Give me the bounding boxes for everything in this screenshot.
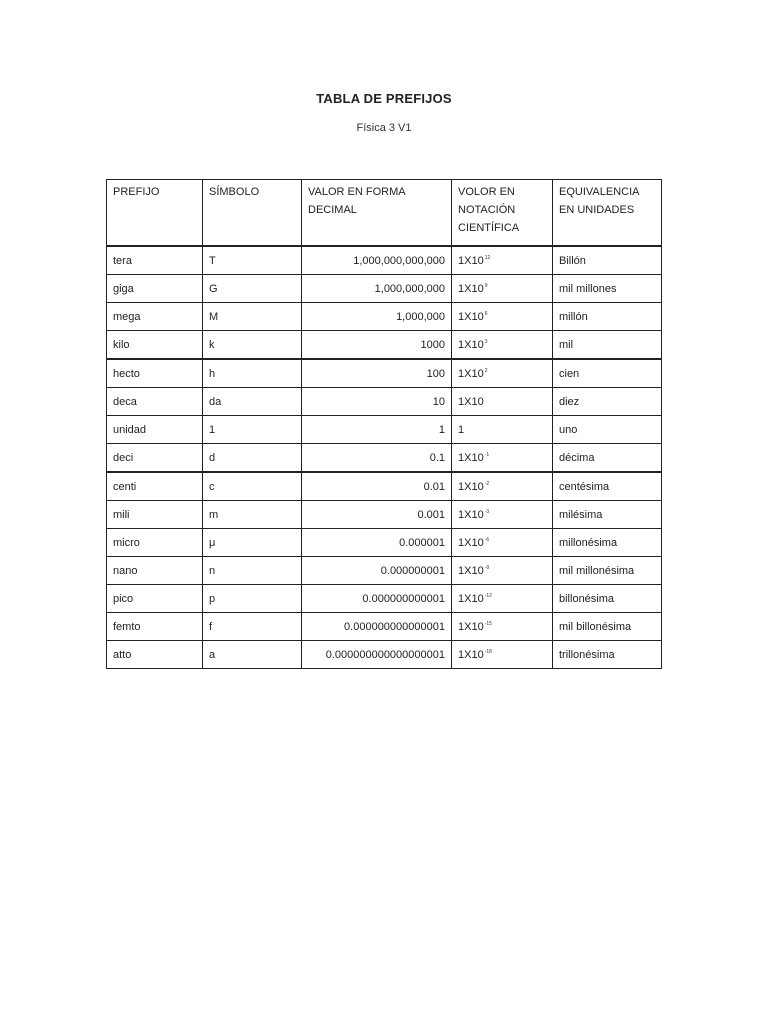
decimal-value-cell: 10 — [302, 388, 452, 416]
decimal-value-cell: 0.000000000001 — [302, 585, 452, 613]
prefix-cell: pico — [107, 585, 203, 613]
equivalence-cell: décima — [553, 444, 662, 473]
scientific-notation-cell — [452, 246, 553, 275]
prefix-cell: nano — [107, 557, 203, 585]
equivalence-cell: Billón — [553, 246, 662, 275]
scientific-notation-cell — [452, 557, 553, 585]
decimal-value-cell: 1,000,000 — [302, 303, 452, 331]
prefix-cell: centi — [107, 472, 203, 501]
equivalence-cell: billonésima — [553, 585, 662, 613]
symbol-cell: d — [203, 444, 302, 473]
decimal-value-cell: 0.001 — [302, 501, 452, 529]
scientific-exponent: -18 — [484, 648, 492, 655]
equivalence-cell: trillonésima — [553, 641, 662, 669]
scientific-base: 1X10 — [458, 480, 484, 493]
equivalence-cell: centésima — [553, 472, 662, 501]
prefix-cell: giga — [107, 275, 203, 303]
equivalence-cell: milésima — [553, 501, 662, 529]
scientific-notation-cell — [452, 585, 553, 613]
scientific-exponent: -1 — [484, 451, 490, 458]
prefix-cell: micro — [107, 529, 203, 557]
table-row — [107, 641, 662, 669]
document-title: TABLA DE PREFIJOS — [316, 91, 452, 106]
scientific-base: 1X10 — [458, 310, 484, 323]
table-row — [107, 472, 662, 501]
table-row — [107, 529, 662, 557]
scientific-notation-cell — [452, 303, 553, 331]
equivalence-cell: mil millones — [553, 275, 662, 303]
scientific-notation-cell — [452, 641, 553, 669]
symbol-cell: p — [203, 585, 302, 613]
scientific-notation-cell — [452, 613, 553, 641]
scientific-notation-cell — [452, 331, 553, 360]
symbol-cell: k — [203, 331, 302, 360]
scientific-notation-cell — [452, 388, 553, 416]
symbol-cell: h — [203, 359, 302, 388]
equivalence-cell: mil — [553, 331, 662, 360]
symbol-cell: n — [203, 557, 302, 585]
scientific-base: 1X10 — [458, 564, 484, 577]
scientific-exponent: -2 — [484, 480, 490, 487]
table-row — [107, 585, 662, 613]
scientific-notation-cell — [452, 529, 553, 557]
prefix-cell: deci — [107, 444, 203, 473]
equivalence-cell: mil millonésima — [553, 557, 662, 585]
symbol-cell: μ — [203, 529, 302, 557]
prefix-cell: unidad — [107, 416, 203, 444]
scientific-base: 1X10 — [458, 451, 484, 464]
equivalence-cell: millón — [553, 303, 662, 331]
equivalence-cell: diez — [553, 388, 662, 416]
table-row — [107, 275, 662, 303]
scientific-base: 1X10 — [458, 620, 484, 633]
table-row — [107, 331, 662, 360]
symbol-cell: m — [203, 501, 302, 529]
document-subtitle: Física 3 V1 — [356, 122, 412, 134]
equivalence-cell: uno — [553, 416, 662, 444]
scientific-notation-cell — [452, 275, 553, 303]
equivalence-cell: millonésima — [553, 529, 662, 557]
symbol-cell: M — [203, 303, 302, 331]
prefix-cell: atto — [107, 641, 203, 669]
header-scientific-notation: VOLOR EN NOTACIÓN CIENTÍFICA — [452, 180, 553, 247]
scientific-exponent: 9 — [484, 282, 488, 289]
decimal-value-cell: 1,000,000,000,000 — [302, 246, 452, 275]
prefix-cell: hecto — [107, 359, 203, 388]
scientific-base: 1X10 — [458, 367, 484, 380]
scientific-notation-cell — [452, 472, 553, 501]
scientific-base: 1X10 — [458, 536, 484, 549]
table-row — [107, 303, 662, 331]
table-body — [107, 246, 662, 669]
symbol-cell: 1 — [203, 416, 302, 444]
decimal-value-cell: 0.000000001 — [302, 557, 452, 585]
prefix-table — [106, 179, 662, 669]
scientific-exponent: -12 — [484, 592, 492, 599]
decimal-value-cell: 0.000001 — [302, 529, 452, 557]
scientific-exponent: -3 — [484, 508, 490, 515]
scientific-notation-cell — [452, 416, 553, 444]
table-header-row — [107, 180, 662, 247]
header-prefix: PREFIJO — [107, 180, 203, 247]
scientific-exponent: 6 — [484, 310, 488, 317]
symbol-cell: G — [203, 275, 302, 303]
symbol-cell: a — [203, 641, 302, 669]
prefix-cell: tera — [107, 246, 203, 275]
table-row — [107, 359, 662, 388]
scientific-exponent: -15 — [484, 620, 492, 627]
scientific-exponent: -9 — [484, 564, 490, 571]
header-unit-equivalence: EQUIVALENCIA EN UNIDADES — [553, 180, 662, 247]
prefix-cell: deca — [107, 388, 203, 416]
header-decimal-value: VALOR EN FORMA DECIMAL — [302, 180, 452, 247]
scientific-notation-cell — [452, 359, 553, 388]
prefix-cell: mili — [107, 501, 203, 529]
symbol-cell: T — [203, 246, 302, 275]
scientific-exponent: 2 — [484, 367, 488, 374]
prefix-cell: femto — [107, 613, 203, 641]
decimal-value-cell: 1,000,000,000 — [302, 275, 452, 303]
equivalence-cell: mil billonésima — [553, 613, 662, 641]
decimal-value-cell: 1000 — [302, 331, 452, 360]
table-row — [107, 501, 662, 529]
scientific-base: 1X10 — [458, 254, 484, 267]
prefix-cell: mega — [107, 303, 203, 331]
table-row — [107, 613, 662, 641]
decimal-value-cell: 100 — [302, 359, 452, 388]
scientific-base: 1X10 — [458, 395, 484, 408]
decimal-value-cell: 1 — [302, 416, 452, 444]
decimal-value-cell: 0.000000000000001 — [302, 613, 452, 641]
scientific-base: 1 — [458, 423, 465, 436]
prefix-cell: kilo — [107, 331, 203, 360]
scientific-base: 1X10 — [458, 592, 484, 605]
table-row — [107, 388, 662, 416]
scientific-exponent: 3 — [484, 338, 488, 345]
decimal-value-cell: 0.1 — [302, 444, 452, 473]
scientific-notation-cell — [452, 444, 553, 473]
scientific-exponent: -6 — [484, 536, 490, 543]
scientific-base: 1X10 — [458, 282, 484, 295]
table-row — [107, 416, 662, 444]
header-symbol: SÍMBOLO — [203, 180, 302, 247]
equivalence-cell: cien — [553, 359, 662, 388]
decimal-value-cell: 0.01 — [302, 472, 452, 501]
scientific-exponent: 12 — [484, 254, 491, 261]
table-row — [107, 246, 662, 275]
symbol-cell: c — [203, 472, 302, 501]
table-row — [107, 557, 662, 585]
scientific-base: 1X10 — [458, 338, 484, 351]
decimal-value-cell: 0.000000000000000001 — [302, 641, 452, 669]
scientific-base: 1X10 — [458, 508, 484, 521]
symbol-cell: f — [203, 613, 302, 641]
symbol-cell: da — [203, 388, 302, 416]
scientific-base: 1X10 — [458, 648, 484, 661]
scientific-notation-cell — [452, 501, 553, 529]
table-row — [107, 444, 662, 473]
